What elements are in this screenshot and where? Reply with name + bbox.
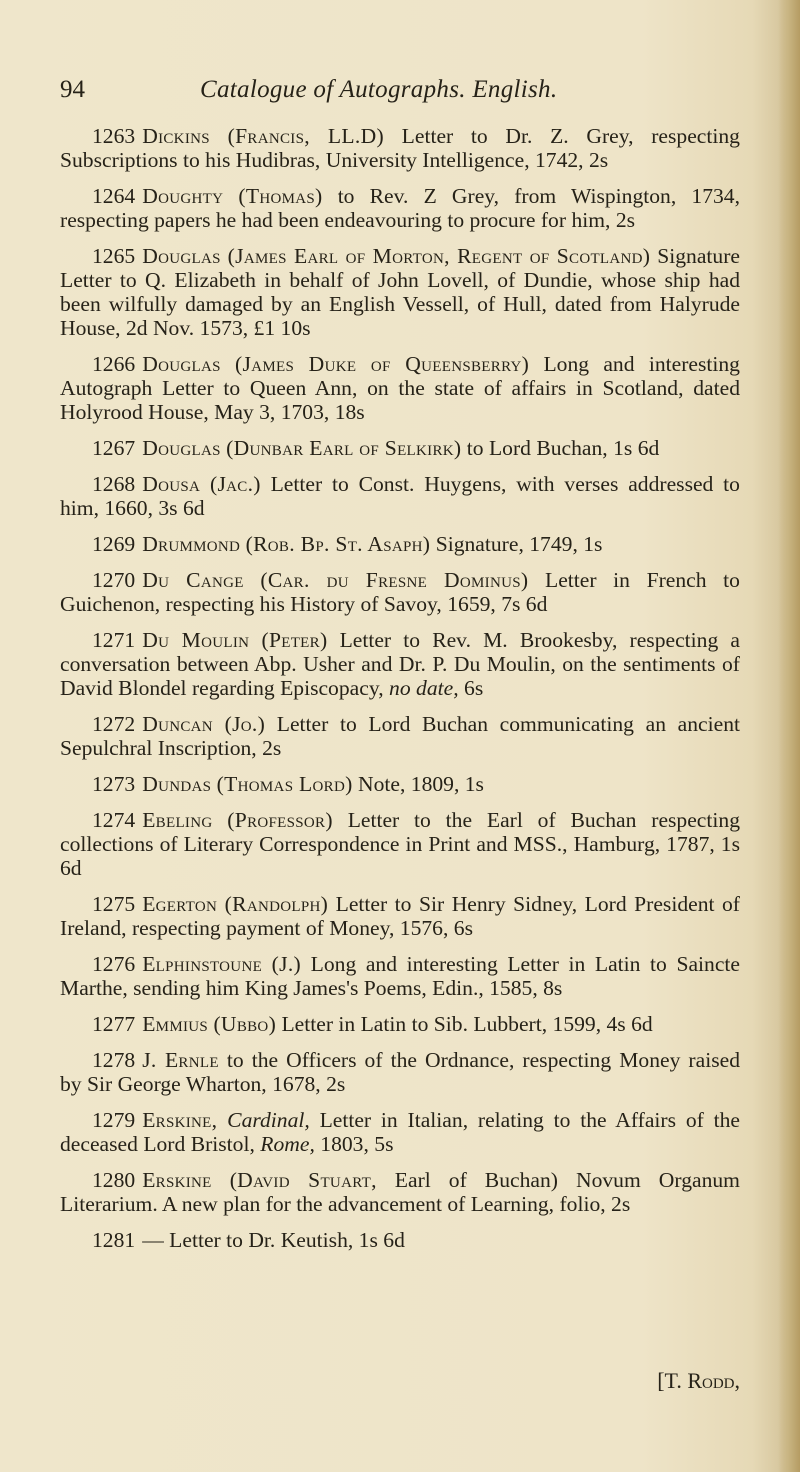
catalogue-entry: 1268 Dousa (Jac.) Letter to Const. Huygens, with verses addressed to him, 1660, 3s 6d: [60, 472, 740, 520]
running-title: Catalogue of Autographs. English.: [200, 76, 558, 103]
catalogue-entry: 1265 Douglas (James Earl of Morton, Regent of Scotland) Signature Letter to Q. Elizabeth in behalf of John Lovell, of Dundie, whose ship had been wilfully damaged by an English Vessell, of Hull, dated from Halyrude House, 2d Nov. 1573, £1 10s: [60, 244, 740, 340]
catalogue-entry: 1270 Du Cange (Car. du Fresne Dominus) Letter in French to Guichenon, respecting his History of Savoy, 1659, 7s 6d: [60, 568, 740, 616]
catalogue-entry: 1271 Du Moulin (Peter) Letter to Rev. M. Brookesby, respecting a conversation between Abp. Usher and Dr. P. Du Moulin, on the sentiments of David Blondel regarding Episcopacy, no date, 6s: [60, 628, 740, 700]
catalogue-entry: 1276 Elphinstoune (J.) Long and interesting Letter in Latin to Saincte Marthe, sending him King James's Poems, Edin., 1585, 8s: [60, 952, 740, 1000]
catalogue-entry: 1275 Egerton (Randolph) Letter to Sir Henry Sidney, Lord President of Ireland, respecting payment of Money, 1576, 6s: [60, 892, 740, 940]
catalogue-entry: 1280 Erskine (David Stuart, Earl of Buchan) Novum Organum Literarium. A new plan for the advancement of Learning, folio, 2s: [60, 1168, 740, 1216]
page-header: [60, 76, 740, 110]
catalogue-entry: 1266 Douglas (James Duke of Queensberry) Long and interesting Autograph Letter to Queen Ann, on the state of affairs in Scotland, dated Holyrood House, May 3, 1703, 18s: [60, 352, 740, 424]
catalogue-entry: 1277 Emmius (Ubbo) Letter in Latin to Sib. Lubbert, 1599, 4s 6d: [92, 1012, 653, 1036]
catchword: [T. Rodd,: [657, 1368, 740, 1393]
page-edge-shadow: [778, 0, 800, 1472]
catalogue-entry: 1263 Dickins (Francis, LL.D) Letter to Dr. Z. Grey, respecting Subscriptions to his Hudibras, University Intelligence, 1742, 2s: [60, 124, 740, 172]
catalogue-entry: 1272 Duncan (Jo.) Letter to Lord Buchan communicating an ancient Sepulchral Inscription, 2s: [60, 712, 740, 760]
catalogue-entry: 1264 Doughty (Thomas) to Rev. Z Grey, from Wispington, 1734, respecting papers he had been endeavouring to procure for him, 2s: [60, 184, 740, 232]
catalogue-entry: 1267 Douglas (Dunbar Earl of Selkirk) to Lord Buchan, 1s 6d: [92, 436, 660, 460]
catalogue-entry: 1281 — Letter to Dr. Keutish, 1s 6d: [92, 1228, 405, 1252]
catalogue-entry: 1278 J. Ernle to the Officers of the Ordnance, respecting Money raised by Sir George Wharton, 1678, 2s: [60, 1048, 740, 1096]
page-number: 94: [60, 76, 85, 103]
catalogue-entry: 1274 Ebeling (Professor) Letter to the Earl of Buchan respecting collections of Literary Correspondence in Print and MSS., Hamburg, 1787, 1s 6d: [60, 808, 740, 880]
catalogue-entries: [60, 124, 740, 1264]
catalogue-entry: 1273 Dundas (Thomas Lord) Note, 1809, 1s: [92, 772, 484, 796]
catalogue-entry: 1279 Erskine, Cardinal, Letter in Italian, relating to the Affairs of the deceased Lord Bristol, Rome, 1803, 5s: [60, 1108, 740, 1156]
catalogue-entry: 1269 Drummond (Rob. Bp. St. Asaph) Signature, 1749, 1s: [92, 532, 603, 556]
